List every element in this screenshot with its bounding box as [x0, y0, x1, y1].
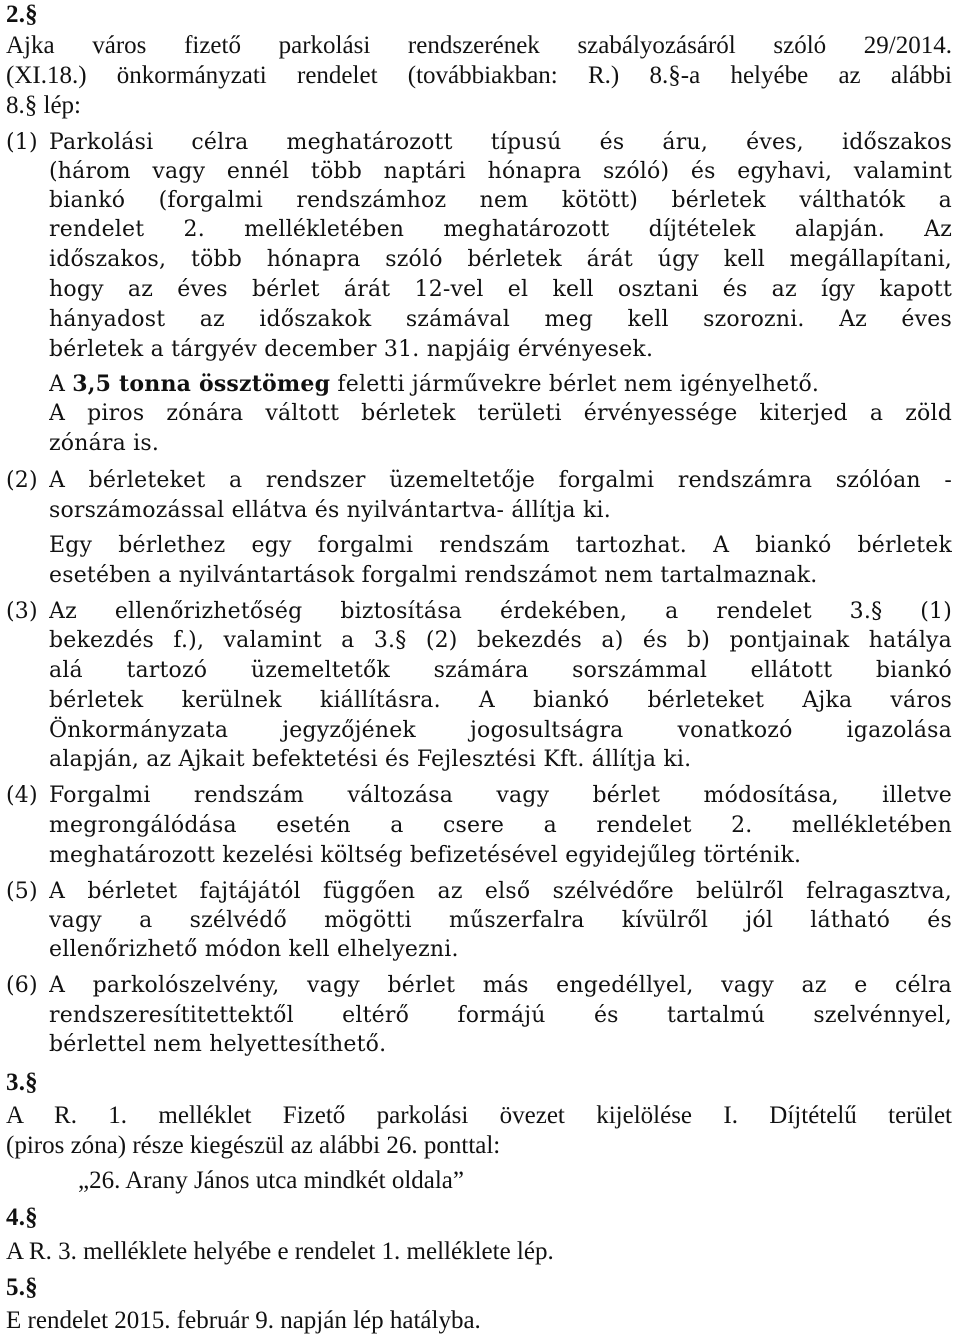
emphasis-text: 3,5 tonna össztömeg: [72, 371, 331, 397]
paragraph-line: rendszeresítitettektől eltérő formájú és tartalmú szelvénnyel,: [49, 1003, 952, 1028]
paragraph-line: ellenőrizhető módon kell elhelyezni.: [49, 937, 459, 962]
paragraph-line: meghatározott kezelési költség befizetésével egyidejűleg történik.: [49, 843, 802, 868]
paragraph-number: (3): [6, 599, 38, 624]
paragraph-line: bérlettel nem helyettesíthető.: [49, 1032, 387, 1057]
section-heading: 3.§: [6, 1069, 38, 1096]
paragraph-number: (2): [6, 468, 38, 493]
quoted-item: „26. Arany János utca mindkét oldala”: [78, 1167, 464, 1194]
body-line: E rendelet 2015. február 9. napján lép hatályba.: [6, 1307, 481, 1334]
paragraph-line: rendelet 2. mellékletében meghatározott díjtételek alapján. Az: [49, 217, 952, 242]
body-line: A R. 1. melléklet Fizető parkolási övezet kijelölése I. Díjtételű terület: [6, 1102, 952, 1129]
inline-text: feletti járművekre bérlet nem igényelhető.: [330, 372, 820, 397]
paragraph-line: megrongálódása esetén a csere a rendelet 2. mellékletében: [49, 813, 952, 838]
paragraph-line: bérletek a tárgyév december 31. napjáig érvényesek.: [49, 337, 654, 362]
section-heading: 4.§: [6, 1204, 38, 1231]
paragraph-line: biankó (forgalmi rendszámhoz nem kötött) bérletek válthatók a: [49, 188, 952, 213]
paragraph-number: (4): [6, 783, 38, 808]
paragraph-line: esetében a nyilvántartások forgalmi rendszámot nem tartalmaznak.: [49, 563, 818, 588]
paragraph-line: Parkolási célra meghatározott típusú és áru, éves, időszakos: [49, 130, 952, 155]
paragraph-line: Az ellenőrizhetőség biztosítása érdekében, a rendelet 3.§ (1): [49, 599, 952, 624]
body-line: Ajka város fizető parkolási rendszerének szabályozásáról szóló 29/2014.: [6, 32, 952, 59]
paragraph-line: hányadost az időszakok számával meg kell szorozni. Az éves: [49, 307, 952, 332]
body-line: A R. 3. melléklete helyébe e rendelet 1. melléklete lép.: [6, 1238, 554, 1265]
section-heading: 5.§: [6, 1274, 38, 1301]
paragraph-line: A bérleteket a rendszer üzemeltetője forgalmi rendszámra szólóan -: [49, 468, 952, 493]
paragraph-line: Önkormányzata jegyzőjének jogosultságra vonatkozó igazolása: [49, 718, 952, 743]
paragraph-line: időszakos, több hónapra szóló bérletek árát úgy kell megállapítani,: [49, 247, 952, 272]
paragraph-line: A bérletet fajtájától függően az első szélvédőre belülről felragasztva,: [49, 879, 952, 904]
body-line: (piros zóna) része kiegészül az alábbi 26. ponttal:: [6, 1132, 501, 1159]
paragraph-line: bekezdés f.), valamint a 3.§ (2) bekezdés a) és b) pontjainak hatálya: [49, 628, 952, 653]
paragraph-line: Egy bérlethez egy forgalmi rendszám tartozhat. A biankó bérletek: [49, 533, 952, 558]
paragraph-line: A parkolószelvény, vagy bérlet más engedéllyel, vagy az e célra: [49, 973, 952, 998]
paragraph-number: (5): [6, 879, 38, 904]
section-heading: 2.§: [6, 1, 38, 28]
paragraph-line: Forgalmi rendszám változása vagy bérlet módosítása, illetve: [49, 783, 952, 808]
paragraph-line: sorszámozással ellátva és nyilvántartva- állítja ki.: [49, 498, 611, 523]
paragraph-line: hogy az éves bérlet árát 12-vel el kell osztani és az így kapott: [49, 277, 952, 302]
paragraph-number: (6): [6, 973, 38, 998]
paragraph-line: (három vagy ennél több naptári hónapra szóló) és egyhavi, valamint: [49, 159, 952, 184]
body-line: (XI.18.) önkormányzati rendelet (továbbiakban: R.) 8.§-a helyébe az alábbi: [6, 62, 952, 89]
paragraph-line: bérletek kerülnek kiállításra. A biankó bérleteket Ajka város: [49, 688, 952, 713]
paragraph-number: (1): [6, 130, 38, 155]
paragraph-line: zónára is.: [49, 431, 160, 456]
paragraph-line: A piros zónára váltott bérletek területi érvényessége kiterjed a zöld: [49, 401, 952, 426]
paragraph-line: alá tartozó üzemeltetők számára sorszámmal ellátott biankó: [49, 658, 952, 683]
body-line: 8.§ lép:: [6, 92, 81, 119]
inline-text: A: [49, 372, 73, 397]
paragraph-line: [49, 369, 952, 399]
paragraph-line: alapján, az Ajkait befektetési és Fejlesztési Kft. állítja ki.: [49, 747, 692, 772]
paragraph-line: vagy a szélvédő mögötti műszerfalra kívülről jól látható és: [49, 908, 952, 933]
